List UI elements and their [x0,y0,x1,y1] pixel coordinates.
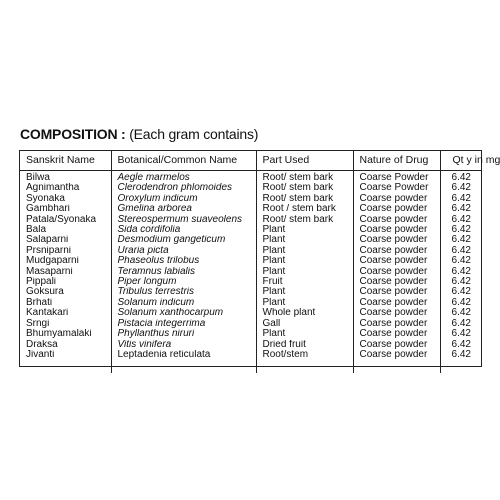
cell-part-used: Root/ stem bark [256,183,353,193]
cell-nature-of-drug: Coarse powder [353,287,440,297]
table-header-row [20,151,482,171]
cell-nature-of-drug: Coarse powder [353,246,440,256]
cell-part-used: Root/ stem bark [256,194,353,204]
cell-sanskrit-name: Pippali [20,277,111,287]
header-part-used: Part Used [256,151,353,171]
cell-nature-of-drug: Coarse Powder [353,183,440,193]
cell-botanical-name: Phaseolus trilobus [111,256,256,266]
cell-quantity: 6.42 [451,339,471,350]
cell-quantity: 6.42 [451,329,471,340]
table-row [20,277,482,287]
cell-botanical-name: Gmelina arborea [111,204,256,214]
cell-nature-of-drug: Coarse powder [353,267,440,277]
cell-nature-of-drug: Coarse powder [353,298,440,308]
table-filler-cell [353,360,440,373]
cell-nature-of-drug: Coarse powder [353,329,440,339]
cell-botanical-name: Leptadenia reticulata [111,350,256,360]
table-row [20,308,482,318]
cell-sanskrit-name: Gambhari [20,204,111,214]
cell-part-used: Fruit [256,277,353,287]
table-filler-cell [256,360,353,373]
table-row [20,350,482,360]
table-body [20,171,482,374]
cell-botanical-name: Solanum xanthocarpum [111,308,256,318]
cell-sanskrit-name: Kantakari [20,308,111,318]
cell-sanskrit-name: Brhati [20,298,111,308]
cell-botanical-name: Tribulus terrestris [111,287,256,297]
cell-part-used: Plant [256,329,353,339]
cell-botanical-name: Vitis vinifera [111,340,256,350]
cell-quantity: 6.42 [451,308,471,319]
cell-botanical-name: Desmodium gangeticum [111,235,256,245]
header-botanical-name: Botanical/Common Name [111,151,256,171]
cell-nature-of-drug: Coarse powder [353,256,440,266]
cell-quantity: 6.42 [451,266,471,277]
cell-botanical-name: Pistacia integerrima [111,319,256,329]
cell-sanskrit-name: Syonaka [20,194,111,204]
cell-sanskrit-name: Bala [20,225,111,235]
composition-table [20,151,500,373]
cell-quantity: 6.42 [451,172,471,183]
cell-nature-of-drug: Coarse powder [353,215,440,225]
cell-botanical-name: Phyllanthus niruri [111,329,256,339]
table-row [20,256,482,266]
header-sanskrit-name: Sanskrit Name [20,151,111,171]
cell-nature-of-drug: Coarse powder [353,204,440,214]
header-nature-of-drug: Nature of Drug [353,151,440,171]
cell-quantity: 6.42 [451,256,471,267]
cell-part-used: Root/ stem bark [256,171,353,184]
cell-part-used: Plant [256,225,353,235]
cell-sanskrit-name: Jivanti [20,350,111,360]
cell-sanskrit-name: Srngi [20,319,111,329]
cell-quantity: 6.42 [451,204,471,215]
cell-part-used: Plant [256,267,353,277]
cell-nature-of-drug: Coarse powder [353,308,440,318]
cell-sanskrit-name: Prsniparni [20,246,111,256]
cell-quantity: 6.42 [451,214,471,225]
cell-botanical-name: Solanum indicum [111,298,256,308]
cell-botanical-name: Stereospermum suaveolens [111,215,256,225]
cell-botanical-name: Teramnus labialis [111,267,256,277]
cell-botanical-name: Aegle marmelos [111,171,256,184]
cell-quantity: 6.42 [451,277,471,288]
cell-sanskrit-name: Bhumyamalaki [20,329,111,339]
cell-nature-of-drug: Coarse powder [353,194,440,204]
cell-part-used: Whole plant [256,308,353,318]
cell-sanskrit-name: Bilwa [20,171,111,184]
cell-nature-of-drug: Coarse powder [353,277,440,287]
cell-botanical-name: Sida cordifolia [111,225,256,235]
table-row [20,171,482,184]
cell-nature-of-drug: Coarse Powder [353,171,440,184]
cell-part-used: Root / stem bark [256,204,353,214]
cell-part-used: Dried fruit [256,340,353,350]
table-row [20,235,482,245]
cell-sanskrit-name: Draksa [20,340,111,350]
header-quantity: Qt y in mg [440,151,482,171]
table-filler-cell [111,360,256,373]
cell-part-used: Plant [256,246,353,256]
cell-part-used: Plant [256,235,353,245]
table-filler-cell [20,360,111,373]
table-row [20,287,482,297]
cell-sanskrit-name: Salaparni [20,235,111,245]
cell-sanskrit-name: Agnimantha [20,183,111,193]
table-row [20,267,482,277]
cell-nature-of-drug: Coarse powder [353,340,440,350]
cell-nature-of-drug: Coarse powder [353,225,440,235]
table-row [20,340,482,350]
composition-heading-bold: COMPOSITION : [20,126,126,142]
cell-part-used: Plant [256,298,353,308]
composition-heading-subtitle: (Each gram contains) [125,126,259,142]
table-row [20,298,482,308]
cell-quantity: 6.42 [451,183,471,194]
cell-botanical-name: Oroxylum indicum [111,194,256,204]
cell-sanskrit-name: Goksura [20,287,111,297]
cell-quantity: 6.42 [451,225,471,236]
cell-nature-of-drug: Coarse powder [353,350,440,360]
cell-quantity: 6.42 [451,297,471,308]
cell-part-used: Root/ stem bark [256,215,353,225]
table-row [20,246,482,256]
cell-quantity: 6.42 [451,349,471,360]
composition-table-frame [19,150,500,367]
table-row [20,329,482,339]
cell-part-used: Plant [256,256,353,266]
cell-quantity: 6.42 [451,193,471,204]
cell-botanical-name: Piper longum [111,277,256,287]
table-row [20,225,482,235]
cell-nature-of-drug: Coarse powder [353,319,440,329]
cell-sanskrit-name: Mudgaparni [20,256,111,266]
cell-nature-of-drug: Coarse powder [353,235,440,245]
composition-heading [20,126,258,142]
table-filler-row [20,360,482,373]
cell-part-used: Plant [256,287,353,297]
table-row [20,183,482,193]
cell-quantity: 6.42 [451,245,471,256]
cell-botanical-name: Uraria picta [111,246,256,256]
cell-part-used: Gall [256,319,353,329]
table-row [20,204,482,214]
cell-quantity: 6.42 [451,318,471,329]
cell-sanskrit-name: Patala/Syonaka [20,215,111,225]
table-row [20,194,482,204]
cell-quantity: 6.42 [451,287,471,298]
table-row [20,215,482,225]
table-filler-cell [440,360,482,373]
cell-part-used: Root/stem [256,350,353,360]
cell-quantity: 6.42 [451,235,471,246]
cell-botanical-name: Clerodendron phlomoides [111,183,256,193]
cell-sanskrit-name: Masaparni [20,267,111,277]
table-row [20,319,482,329]
